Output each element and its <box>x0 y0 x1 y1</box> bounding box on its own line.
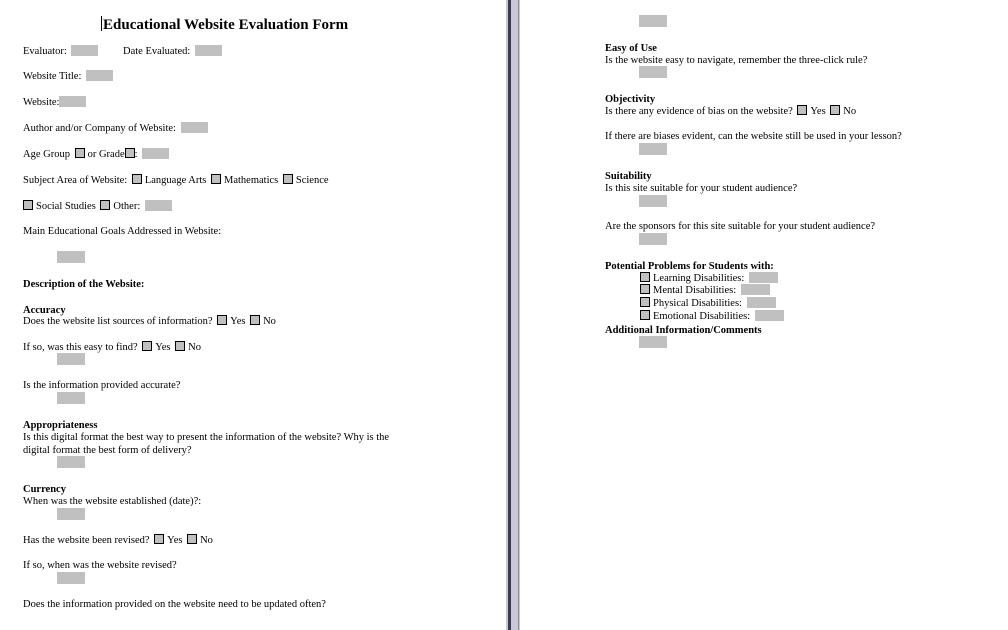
accuracy-q1-yes-label: Yes <box>230 316 246 327</box>
website-title-field[interactable] <box>86 70 113 81</box>
social-studies-label: Social Studies <box>36 201 96 212</box>
mathematics-label: Mathematics <box>224 175 279 186</box>
date-evaluated-field[interactable] <box>195 45 222 56</box>
accuracy-heading: Accuracy <box>23 305 66 316</box>
ease-q1-label: Is the website easy to navigate, remember the three-click rule? <box>605 55 868 66</box>
grade-colon: : <box>134 149 138 160</box>
or-grade-label: or Grade <box>87 149 125 160</box>
learning-label: Learning Disabilities: <box>653 273 745 284</box>
accuracy-q3-field[interactable] <box>57 392 85 404</box>
currency-q1-label: When was the website established (date)?: <box>23 496 202 507</box>
suitability-q1-label: Is this site suitable for your student audience? <box>605 183 798 194</box>
accuracy-q2-field[interactable] <box>57 353 85 365</box>
currency-heading: Currency <box>23 484 66 495</box>
currency-q2-label: Has the website been revised? <box>23 535 150 546</box>
date-evaluated-row <box>123 45 222 58</box>
objectivity-q1-label: Is there any evidence of bias on the website? <box>605 106 793 117</box>
text-cursor <box>101 16 102 31</box>
objectivity-q1-no-checkbox[interactable] <box>830 105 840 115</box>
accuracy-q1-no-label: No <box>263 316 276 327</box>
page-divider-edge <box>518 0 519 630</box>
learning-checkbox[interactable] <box>640 272 650 282</box>
objectivity-q1-no-label: No <box>843 106 857 117</box>
currency-q3-field[interactable] <box>57 572 85 584</box>
accuracy-q2-yes-label: Yes <box>155 342 171 353</box>
emotional-label: Emotional Disabilities: <box>653 311 751 322</box>
accuracy-q2-no-label: No <box>188 342 201 353</box>
website-title-label: Website Title: <box>23 71 82 82</box>
currency-q2-no-checkbox[interactable] <box>187 534 197 544</box>
continued-field[interactable] <box>639 15 667 27</box>
appropriateness-heading: Appropriateness <box>23 420 98 431</box>
author-row <box>23 122 208 135</box>
currency-q2-yes-label: Yes <box>167 535 183 546</box>
currency-q1-field[interactable] <box>57 508 85 520</box>
emotional-field[interactable] <box>755 310 784 321</box>
emotional-checkbox[interactable] <box>640 310 650 320</box>
age-group-label: Age Group <box>23 149 70 160</box>
grade-field[interactable] <box>142 148 169 159</box>
accuracy-q2-row <box>23 341 201 354</box>
accuracy-q3-label: Is the information provided accurate? <box>23 380 181 391</box>
subject-area-label: Subject Area of Website: <box>23 175 128 186</box>
suitability-q1-field[interactable] <box>639 195 667 207</box>
physical-label: Physical Disabilities: <box>653 298 742 309</box>
accuracy-q2-no-checkbox[interactable] <box>175 341 185 351</box>
appropriateness-q1-line2: digital format the best form of delivery? <box>23 445 192 456</box>
currency-q2-row <box>23 534 213 547</box>
accuracy-q1-label: Does the website list sources of information? <box>23 316 213 327</box>
evaluator-row <box>23 45 98 58</box>
suitability-q2-label: Are the sponsors for this site suitable for your student audience? <box>605 221 876 232</box>
mental-label: Mental Disabilities: <box>653 285 737 296</box>
author-field[interactable] <box>181 122 208 133</box>
physical-checkbox[interactable] <box>640 297 650 307</box>
other-label: Other: <box>113 201 141 212</box>
objectivity-q2-label: If there are biases evident, can the website still be used in your lesson? <box>605 131 902 142</box>
website-row <box>23 96 86 109</box>
objectivity-q1-row <box>605 105 856 118</box>
website-field[interactable] <box>59 96 86 107</box>
evaluator-label: Evaluator: <box>23 46 67 57</box>
accuracy-q1-yes-checkbox[interactable] <box>217 315 227 325</box>
evaluator-field[interactable] <box>71 45 98 56</box>
language-arts-label: Language Arts <box>144 175 207 186</box>
physical-row <box>638 297 776 310</box>
physical-field[interactable] <box>747 297 776 308</box>
subject-area-row <box>23 174 329 187</box>
science-label: Science <box>295 175 329 186</box>
emotional-row <box>638 310 784 323</box>
social-studies-checkbox[interactable] <box>23 200 33 210</box>
accuracy-q2-yes-checkbox[interactable] <box>142 341 152 351</box>
description-heading: Description of the Website: <box>23 279 145 290</box>
age-group-checkbox[interactable] <box>75 148 85 158</box>
currency-q2-yes-checkbox[interactable] <box>154 534 164 544</box>
appropriateness-q1-field[interactable] <box>57 456 85 468</box>
main-goals-field[interactable] <box>57 251 85 263</box>
mental-row <box>638 284 770 297</box>
grade-checkbox[interactable] <box>125 148 135 158</box>
additional-heading: Additional Information/Comments <box>605 325 762 336</box>
ease-heading: Easy of Use <box>605 43 657 54</box>
science-checkbox[interactable] <box>283 174 293 184</box>
form-title: Educational Website Evaluation Form <box>103 17 349 33</box>
appropriateness-q1-line1: Is this digital format the best way to present the information of the website? Why is the <box>23 432 390 443</box>
other-checkbox[interactable] <box>100 200 110 210</box>
main-goals-label: Main Educational Goals Addressed in Website: <box>23 226 222 237</box>
currency-q2-no-label: No <box>200 535 213 546</box>
learning-field[interactable] <box>749 272 778 283</box>
problems-heading: Potential Problems for Students with: <box>605 261 774 272</box>
objectivity-q2-field[interactable] <box>639 143 667 155</box>
mathematics-checkbox[interactable] <box>211 174 221 184</box>
subject-area-row-2 <box>21 200 172 213</box>
objectivity-q1-yes-checkbox[interactable] <box>797 105 807 115</box>
page-divider <box>508 0 511 630</box>
document-page-right <box>520 0 1008 630</box>
language-arts-checkbox[interactable] <box>132 174 142 184</box>
accuracy-q1-no-checkbox[interactable] <box>250 315 260 325</box>
accuracy-q2-label: If so, was this easy to find? <box>23 342 138 353</box>
website-title-row <box>23 70 113 83</box>
objectivity-q1-yes-label: Yes <box>810 106 826 117</box>
currency-q4-label: Does the information provided on the website need to be updated often? <box>23 599 326 610</box>
objectivity-heading: Objectivity <box>605 94 656 105</box>
age-grade-row <box>23 148 169 161</box>
ease-q1-field[interactable] <box>639 66 667 78</box>
accuracy-q1-row <box>23 315 276 328</box>
additional-field[interactable] <box>639 336 667 348</box>
suitability-q2-field[interactable] <box>639 233 667 245</box>
mental-checkbox[interactable] <box>640 284 650 294</box>
currency-q3-label: If so, when was the website revised? <box>23 560 177 571</box>
author-label: Author and/or Company of Website: <box>23 123 176 134</box>
website-label: Website: <box>23 97 60 108</box>
mental-field[interactable] <box>741 284 770 295</box>
suitability-heading: Suitability <box>605 171 652 182</box>
other-field[interactable] <box>145 200 172 211</box>
date-evaluated-label: Date Evaluated: <box>123 46 191 57</box>
